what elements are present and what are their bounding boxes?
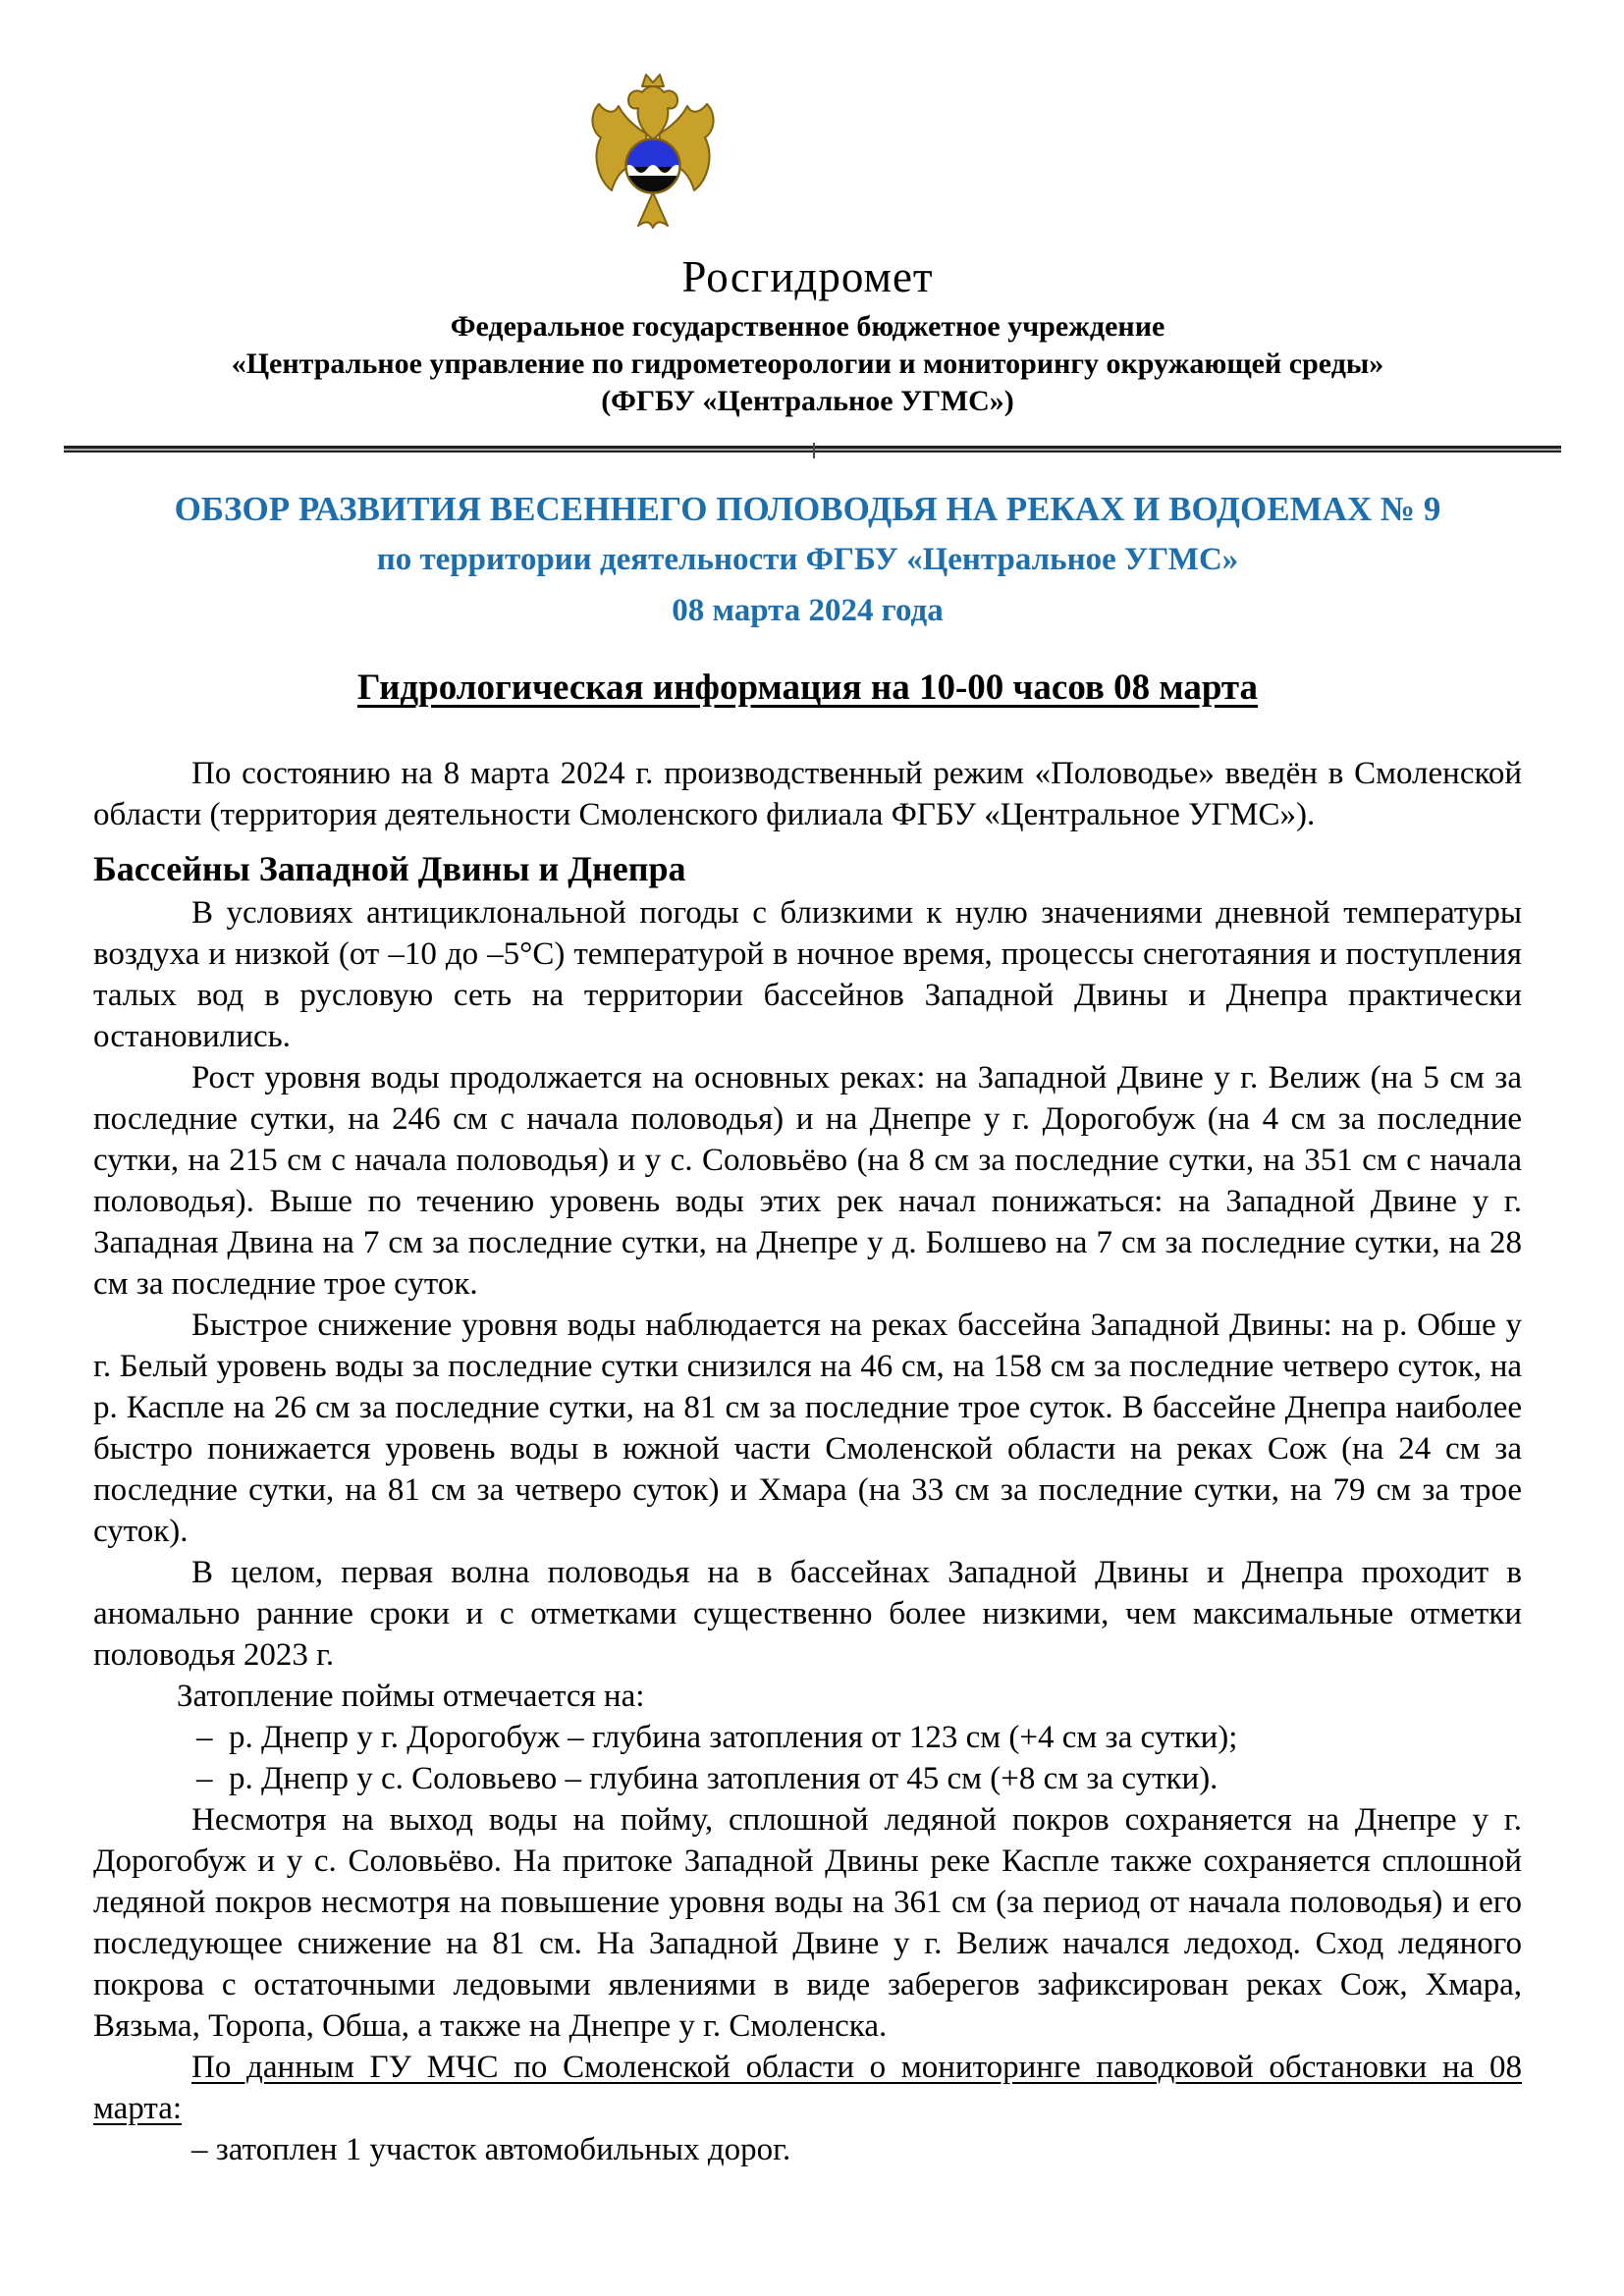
paragraph-water-rise: Рост уровня воды продолжается на основных реках: на Западной Двине у г. Велиж (на 5 см за последние сутки, на 246 см с начала половодья) и на Днепре у г. Дорогобуж (на 4 см за последние сутки, на 215 см с начала половодья) и у с. Соловьёво (на 8 см за последние сутки, на 351 см с начала половодья). Выше по течению уровень воды этих рек начал понижаться: на Западной Двине у г. Западная Двина на 7 см за последние сутки, на Днепре у д. Болшево на 7 см за последние сутки, на 28 см за последние трое суток. (93, 1060, 1522, 1302)
flooding-item-solovyovo: – р. Днепр у с. Соловьево – глубина затопления от 45 см (+8 см за сутки). (196, 1761, 1218, 1796)
report-title-line-3: 08 марта 2024 года (672, 593, 944, 628)
document-body (93, 753, 1522, 2170)
paragraph-first-wave: В целом, первая волна половодья на в бассейнах Западной Двины и Днепра проходит в аномально ранние сроки и с отметками существенно более низкими, чем максимальные отметки половодья 2023 г. (93, 1555, 1522, 1673)
flooding-item-dorogobuzh: – р. Днепр у г. Дорогобуж – глубина затопления от 123 см (+4 см за сутки); (196, 1720, 1238, 1755)
divider-center-tick (813, 443, 815, 458)
mchs-item-flooded-road: – затоплен 1 участок автомобильных дорог. (191, 2132, 791, 2167)
hydro-info-heading-text: Гидрологическая информация на 10-00 часов 08 марта (356, 667, 1259, 708)
report-title-line-1: ОБЗОР РАЗВИТИЯ ВЕСЕННЕГО ПОЛОВОДЬЯ НА РЕКАХ И ВОДОЕМАХ № 9 (174, 490, 1441, 528)
hydro-info-heading (93, 667, 1522, 710)
paragraph-water-fall: Быстрое снижение уровня воды наблюдается на реках бассейна Западной Двины: на р. Обше у г. Белый уровень воды за последние сутки снизился на 46 см, на 158 см за последние четверо суток, на р. Каспле на 26 см за последние сутки, на 81 см за последние трое суток. В бассейне Днепра наиболее быстро понижается уровень воды в южной части Смоленской области на реках Сож (на 24 см за последние сутки, на 81 см за четверо суток) и Хмара (на 33 см за последние сутки, на 79 см за трое суток). (93, 1308, 1522, 1549)
org-line-1: Федеральное государственное бюджетное учреждение (450, 310, 1165, 343)
basins-section-heading: Бассейны Западной Двины и Днепра (93, 849, 686, 888)
header-divider (64, 446, 1561, 453)
mchs-note (93, 2047, 1522, 2129)
double-headed-eagle-emblem-icon (579, 71, 727, 240)
org-line-3: (ФГБУ «Центральное УГМС») (601, 385, 1014, 417)
emblem-row (93, 71, 1522, 241)
intro-paragraph: По состоянию на 8 марта 2024 г. производственный режим «Половодье» введён в Смоленской области (территория деятельности Смоленского филиала ФГБУ «Центральное УГМС»). (93, 756, 1522, 832)
mchs-note-underlined-text: По данным ГУ МЧС по Смоленской области о мониторинге паводковой обстановки на 08 марта: (93, 2050, 1522, 2126)
flooding-intro: Затопление поймы отмечается на: (177, 1679, 645, 1714)
paragraph-ice-cover: Несмотря на выход воды на пойму, сплошной ледяной покров сохраняется на Днепре у г. Дорогобуж и у с. Соловьёво. На притоке Западной Двины реке Каспле также сохраняется сплошной ледяной покров несмотря на повышение уровня воды на 361 см (за период от начала половодья) и его последующее снижение на 81 см. На Западной Двине у г. Велиж начался ледоход. Сход ледяного покрова с остаточными ледовыми явлениями в виде заберегов зафиксирован реках Сож, Хмара, Вязьма, Торопа, Обша, а также на Днепре у г. Смоленска. (93, 1802, 1522, 2044)
paragraph-weather: В условиях антициклональной погоды с близкими к нулю значениями дневной температуры воздуха и низкой (от –10 до –5°С) температурой в ночное время, процессы снеготаяния и поступления талых вод в русловую сеть на территории бассейнов Западной Двины и Днепра практически остановились. (93, 895, 1522, 1054)
report-title-line-2: по территории деятельности ФГБУ «Центральное УГМС» (376, 542, 1239, 577)
org-line-2: «Центральное управление по гидрометеорологии и мониторингу окружающей среды» (231, 347, 1384, 380)
agency-title: Росгидромет (681, 252, 934, 301)
